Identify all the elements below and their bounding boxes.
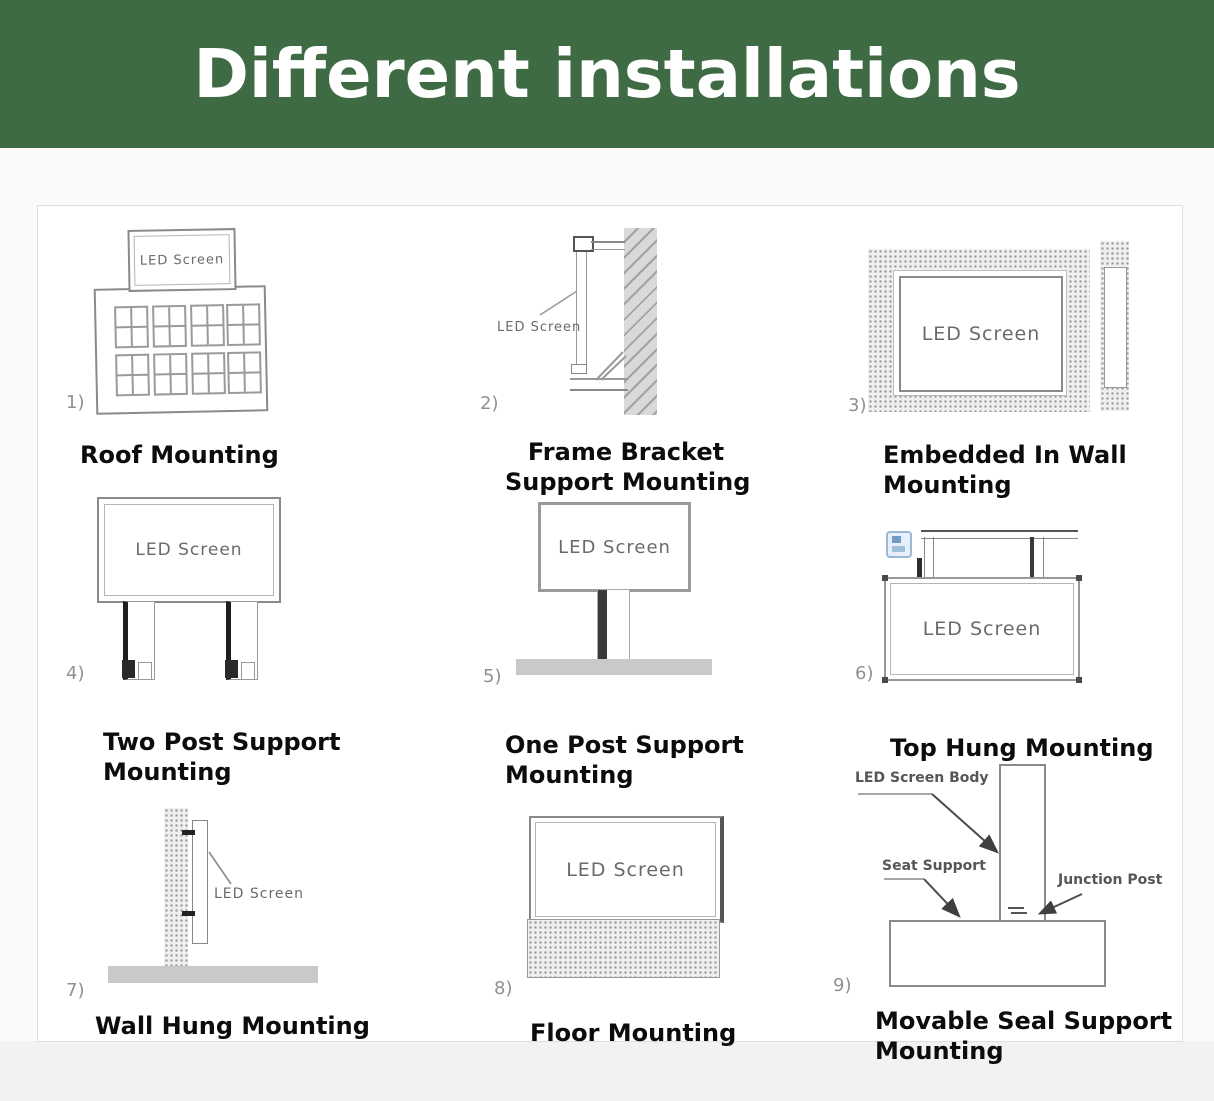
diagram-number: 7) — [66, 980, 85, 1001]
post-foot — [241, 662, 255, 680]
diagram-number: 3) — [848, 395, 867, 416]
header-banner — [0, 0, 1214, 148]
mount-bolt — [182, 830, 195, 835]
caption-movable-seal: Movable Seal Support Mounting — [875, 1007, 1173, 1065]
led-screen-board — [538, 502, 691, 592]
diagram-number: 8) — [494, 978, 513, 999]
diagram-number: 4) — [66, 663, 85, 684]
bottom-bracket-box — [571, 364, 587, 374]
led-screen-label: LED Screen — [921, 323, 1041, 345]
support-post — [597, 589, 630, 663]
led-screen-label: LED Screen — [497, 320, 582, 335]
post-foot — [138, 662, 152, 680]
annotation-led-screen-body: LED Screen Body — [855, 770, 989, 786]
building-window — [227, 351, 262, 394]
ceiling-beam — [921, 530, 1078, 539]
building-window — [152, 305, 187, 348]
building-window — [226, 303, 261, 346]
ground-bar — [516, 659, 712, 675]
hanger-stub — [917, 558, 922, 578]
seat-support-base — [889, 920, 1106, 987]
diagram-number: 9) — [833, 975, 852, 996]
ground-bar — [108, 966, 318, 983]
led-screen-side — [576, 239, 587, 371]
building-window — [191, 352, 226, 395]
post-foot — [122, 660, 135, 678]
led-screen-front — [899, 276, 1063, 392]
led-screen-board — [884, 577, 1080, 681]
image-placeholder-icon — [886, 531, 912, 558]
diagram-number: 5) — [483, 666, 502, 687]
post-foot — [225, 660, 238, 678]
led-screen-label: LED Screen — [214, 886, 305, 902]
caption-one-post: One Post Support Mounting — [505, 731, 744, 789]
led-screen-board — [97, 497, 281, 603]
annotation-junction-post: Junction Post — [1058, 872, 1163, 888]
diagram-number: 6) — [855, 663, 874, 684]
led-screen-roof — [127, 228, 236, 292]
building-shape — [94, 285, 269, 415]
wall-shape — [624, 228, 657, 415]
top-bracket-arm — [591, 241, 625, 250]
building-window — [115, 354, 150, 397]
building-window — [153, 353, 188, 396]
led-screen-label: LED Screen — [558, 536, 671, 558]
led-screen-side — [192, 820, 208, 944]
caption-embedded-wall: Embedded In Wall Mounting — [883, 441, 1127, 499]
led-screen-label: LED Screen — [139, 251, 225, 269]
building-window — [190, 304, 225, 347]
led-screen-board — [529, 816, 724, 923]
building-window — [114, 306, 149, 349]
led-screen-label: LED Screen — [922, 618, 1042, 640]
caption-wall-hung: Wall Hung Mounting — [95, 1012, 370, 1040]
annotation-seat-support: Seat Support — [882, 858, 986, 874]
caption-two-post: Two Post Support Mounting — [103, 728, 341, 786]
hanger-post — [1030, 537, 1044, 578]
diagram-number: 2) — [480, 393, 499, 414]
mount-bolt — [182, 911, 195, 916]
caption-frame-bracket: Frame Bracket Support Mounting — [505, 438, 751, 496]
page-title: Different installations — [193, 35, 1021, 113]
floor-base — [527, 919, 720, 978]
caption-roof-mounting: Roof Mounting — [80, 441, 279, 469]
caption-top-hung: Top Hung Mounting — [890, 734, 1154, 762]
led-screen-label: LED Screen — [566, 858, 685, 881]
hanger-post — [924, 537, 934, 578]
bottom-bracket-rail — [570, 378, 628, 391]
diagram-number: 1) — [66, 392, 85, 413]
led-screen-side-view — [1104, 267, 1127, 388]
led-screen-label: LED Screen — [135, 540, 243, 560]
led-screen-body-shape — [999, 764, 1046, 924]
caption-floor-mounting: Floor Mounting — [530, 1019, 737, 1047]
